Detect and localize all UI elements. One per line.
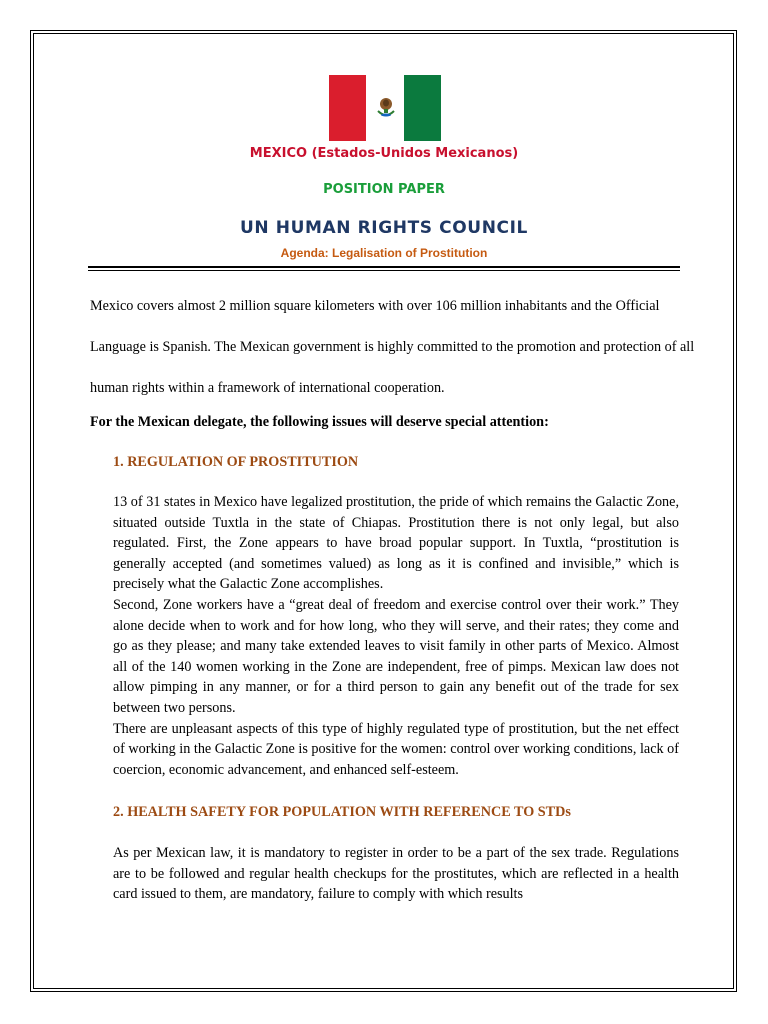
section-body-regulation (113, 492, 679, 780)
header-divider-thick (88, 266, 680, 268)
agenda-line: Agenda: Legalisation of Prostitution (280, 246, 488, 260)
flag-green-stripe (329, 75, 366, 141)
committee-title: UN HUMAN RIGHTS COUNCIL (240, 218, 528, 238)
coat-of-arms-icon (375, 95, 397, 119)
country-title: MEXICO (Estados-Unidos Mexicanos) (249, 146, 519, 161)
intro-paragraph: Mexico covers almost 2 million square kilometers with over 106 million inhabitants and the Official Language is Spanish. The Mexican government is highly committed to the promotion and protection of all human rights within a framework of international cooperation. (90, 298, 695, 396)
lead-statement: For the Mexican delegate, the following issues will deserve special attention: (90, 414, 549, 430)
paragraph: 13 of 31 states in Mexico have legalized prostitution, the pride of which remains the Galactic Zone, situated outside Tuxtla in the state of Chiapas. Prostitution there is not only legal, but also regulated. First, the Zone appears to have broad popular support. In Tuxtla, “prostitution is generally accepted (and sometimes valued) as long as it is confined and invisible,” which is precisely what the Galactic Zone accomplishes. (113, 494, 679, 593)
section-body-health (113, 843, 679, 905)
document-type: POSITION PAPER (323, 182, 445, 197)
section-heading-health: 2. HEALTH SAFETY FOR POPULATION WITH REFERENCE TO STDs (113, 804, 571, 820)
flag-red-stripe (404, 75, 441, 141)
paragraph: As per Mexican law, it is mandatory to register in order to be a part of the sex trade. Regulations are to be followed and regular health checkups for the prostitutes, which are reflected in a health card issued to them, are mandatory, failure to comply with which results (113, 845, 679, 903)
section-heading-regulation: 1. REGULATION OF PROSTITUTION (113, 454, 359, 470)
header-divider-thin (88, 270, 680, 271)
mexico-flag (329, 75, 441, 141)
paragraph: Second, Zone workers have a “great deal of freedom and exercise control over their work.” They alone decide when to work and for how long, who they will serve, and their rates; they come and go as they please; and many take extended leaves to visit family in other parts of Mexico. Almost all of the 140 women working in the Zone are independent, free of pimps. Mexican law does not allow pimping in any manner, or for a third person to gain any benefit out of the trade for sex between two persons. (113, 596, 679, 716)
paragraph: There are unpleasant aspects of this type of highly regulated type of prostitution, but the net effect of working in the Galactic Zone is positive for the women: control over working conditions, lack of coercion, economic advancement, and enhanced self-esteem. (113, 720, 679, 778)
